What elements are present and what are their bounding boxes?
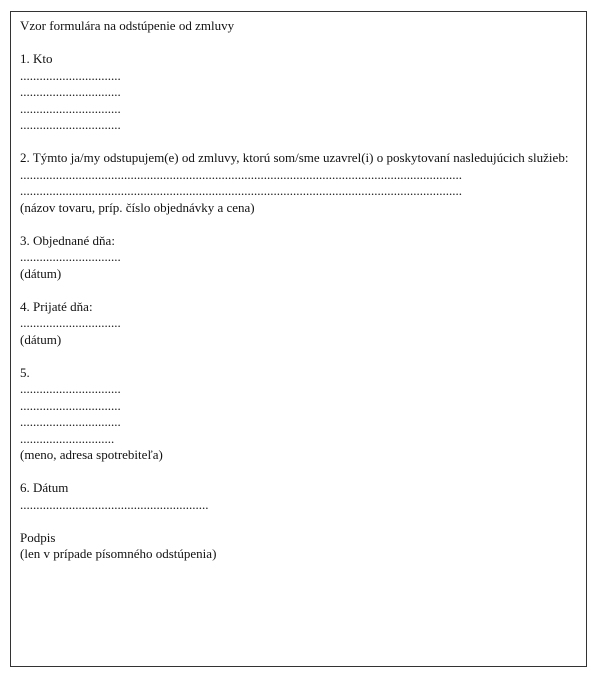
section-6-label: 6. Dátum bbox=[20, 480, 69, 495]
section-5-fill-line: ............................... bbox=[20, 414, 121, 429]
spacer bbox=[20, 464, 580, 481]
section-5-label: 5. bbox=[20, 364, 30, 380]
spacer bbox=[20, 513, 580, 530]
section-4-label: 4. Prijaté dňa: bbox=[20, 298, 93, 314]
form-frame bbox=[10, 11, 587, 667]
section-2-text: 2. Týmto ja/my odstupujem(e) od zmluvy, ktorú som/sme uzavrel(i) o poskytovaní nasledujúcich služieb: bbox=[20, 150, 569, 165]
form-content bbox=[20, 18, 580, 563]
section-4-note: (dátum) bbox=[20, 331, 62, 347]
section-4-fill-line: ............................... bbox=[20, 315, 121, 330]
spacer bbox=[20, 134, 580, 151]
section-1-fill-line: ............................... bbox=[20, 84, 121, 99]
spacer bbox=[20, 35, 580, 52]
section-5-fill-line: ............................. bbox=[20, 430, 115, 446]
section-1-fill-line: ............................... bbox=[20, 67, 121, 83]
spacer bbox=[20, 216, 580, 233]
section-2-fill-line: ........................................................................................................................................ bbox=[20, 183, 462, 198]
section-2-fill-line: ........................................................................................................................................ bbox=[20, 166, 462, 182]
section-1-fill-line: ............................... bbox=[20, 117, 121, 132]
section-1-label: 1. Kto bbox=[20, 51, 53, 66]
form-title: Vzor formulára na odstúpenie od zmluvy bbox=[20, 18, 235, 33]
section-6-fill-line: .......................................................... bbox=[20, 496, 209, 512]
section-3-fill-line: ............................... bbox=[20, 249, 121, 264]
section-3-label: 3. Objednané dňa: bbox=[20, 232, 115, 248]
section-5-fill-line: ............................... bbox=[20, 381, 121, 396]
signature-note: (len v prípade písomného odstúpenia) bbox=[20, 546, 217, 561]
section-1-fill-line: ............................... bbox=[20, 100, 121, 116]
section-2-note: (názov tovaru, príp. číslo objednávky a cena) bbox=[20, 199, 255, 215]
section-3-note: (dátum) bbox=[20, 265, 62, 281]
signature-label: Podpis bbox=[20, 529, 56, 545]
spacer bbox=[20, 348, 580, 365]
section-5-fill-line: ............................... bbox=[20, 397, 121, 413]
spacer bbox=[20, 282, 580, 299]
section-5-note: (meno, adresa spotrebiteľa) bbox=[20, 447, 163, 462]
